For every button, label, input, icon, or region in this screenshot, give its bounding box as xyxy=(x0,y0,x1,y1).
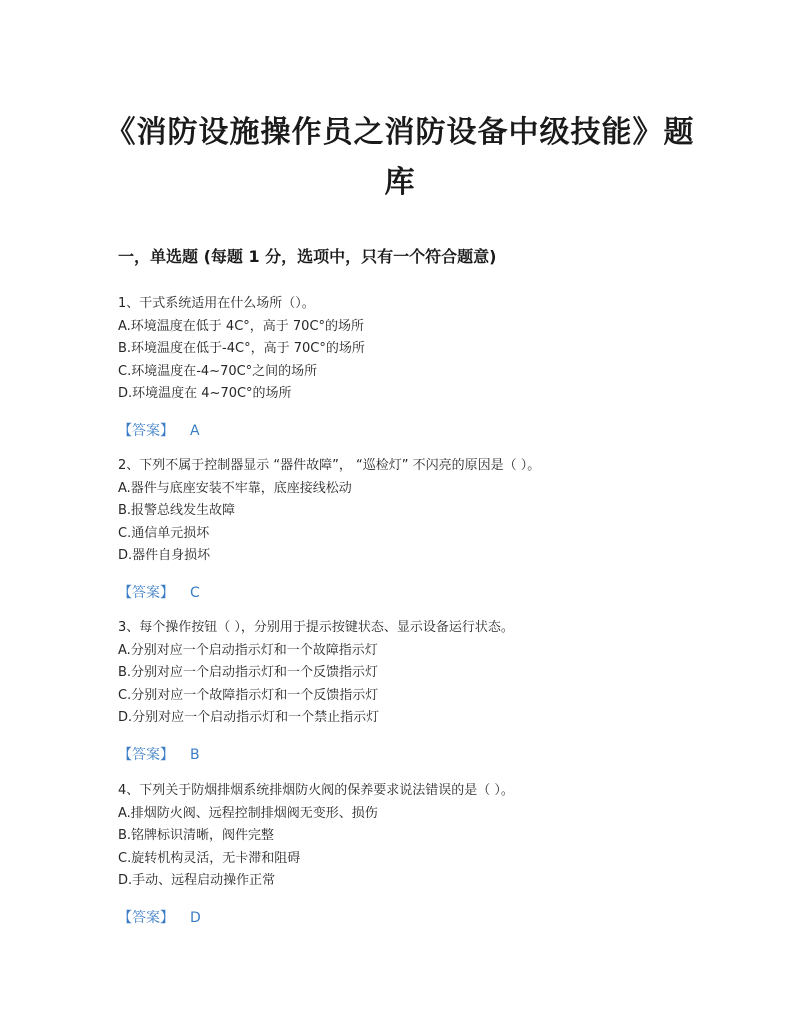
option-a: A.环境温度在低于 4C°，高于 70C°的场所 xyxy=(118,318,365,334)
question-stem: 3、每个操作按钮（ ），分别用于提示按键状态、显示设备运行状态。 xyxy=(118,620,514,635)
option-c: C.环境温度在-4~70C°之间的场所 xyxy=(118,363,318,379)
option-b: B.分别对应一个启动指示灯和一个反馈指示灯 xyxy=(118,665,379,680)
option-b: B.环境温度在低于-4C°，高于 70C°的场所 xyxy=(118,341,365,356)
question-4 xyxy=(118,780,718,929)
option-d: D.器件自身损坏 xyxy=(118,548,211,563)
question-stem: 1、干式系统适用在什么场所（）。 xyxy=(118,296,315,311)
answer-value: B xyxy=(190,746,200,763)
section-heading: 一，单选题 (每题 1 分，选项中，只有一个符合题意) xyxy=(118,247,497,266)
option-a: A.排烟防火阀、远程控制排烟阀无变形、损伤 xyxy=(118,805,378,821)
answer-label: 【答案】 xyxy=(118,584,174,601)
option-b: B.报警总线发生故障 xyxy=(118,503,236,518)
answer-label: 【答案】 xyxy=(118,422,174,439)
question-3 xyxy=(118,617,718,766)
question-stem: 2、下列不属于控制器显示 “器件故障”， “巡检灯” 不闪亮的原因是（ ）。 xyxy=(118,458,541,473)
option-d: D.手动、远程启动操作正常 xyxy=(118,873,276,888)
answer-line xyxy=(118,744,718,766)
answer-label: 【答案】 xyxy=(118,746,174,763)
option-c: C.分别对应一个故障指示灯和一个反馈指示灯 xyxy=(118,687,379,703)
answer-value: C xyxy=(190,584,200,601)
document-title: 《消防设施操作员之消防设备中级技能》题库 xyxy=(105,115,695,200)
option-d: D.分别对应一个启动指示灯和一个禁止指示灯 xyxy=(118,710,380,725)
answer-line xyxy=(118,420,718,442)
answer-value: A xyxy=(190,422,200,439)
question-stem: 4、下列关于防烟排烟系统排烟防火阀的保养要求说法错误的是（ ）。 xyxy=(118,783,514,798)
option-a: A.分别对应一个启动指示灯和一个故障指示灯 xyxy=(118,642,378,658)
option-a: A.器件与底座安装不牢靠，底座接线松动 xyxy=(118,480,352,496)
option-c: C.通信单元损坏 xyxy=(118,525,210,541)
answer-line xyxy=(118,907,718,929)
answer-line xyxy=(118,582,718,604)
answer-label: 【答案】 xyxy=(118,909,174,926)
option-d: D.环境温度在 4~70C°的场所 xyxy=(118,386,292,401)
option-c: C.旋转机构灵活，无卡滞和阻碍 xyxy=(118,850,301,866)
option-b: B.铭牌标识清晰，阀件完整 xyxy=(118,828,275,843)
question-2 xyxy=(118,455,718,604)
question-1 xyxy=(118,293,718,442)
answer-value: D xyxy=(190,909,201,926)
